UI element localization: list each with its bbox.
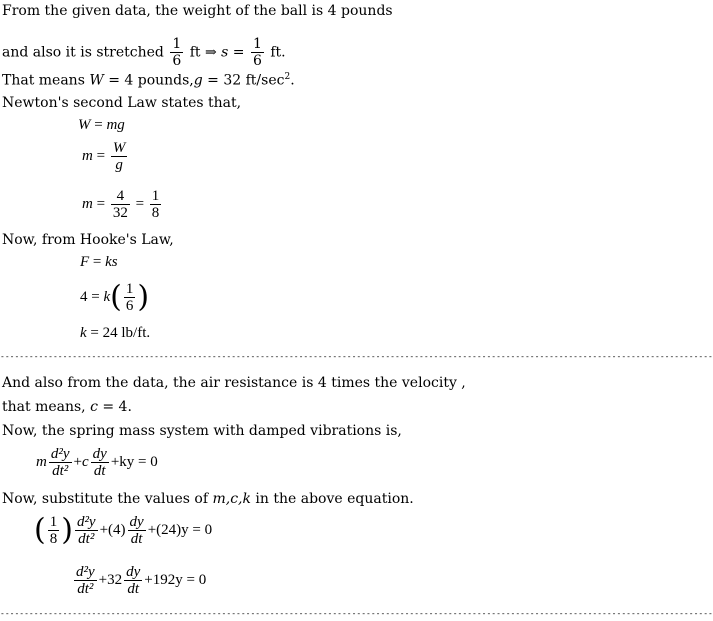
eq-substituted: ( $\frac{1}{8}$ ) $\frac{\text{d²y}}{\text{dt²}}$ +(4) $\frac{dy}{dt}$ +(24)y = 0: [34, 512, 213, 548]
text-substitute: [2, 490, 414, 508]
eq-F-ks: [80, 254, 118, 271]
eq-m-value: [82, 188, 163, 221]
text-that-means: [2, 68, 295, 90]
denominator: 8: [49, 531, 58, 547]
numerator: W: [112, 140, 126, 156]
denominator: dt²: [78, 531, 95, 547]
var-s: s: [221, 44, 229, 61]
var-m: m: [82, 147, 93, 164]
equals: =: [92, 254, 102, 270]
implies-symbol: ⇒: [204, 44, 217, 61]
text-weight: From the given data, the weight of the ball is 4 pounds: [2, 3, 393, 19]
numerator: d²y: [50, 446, 70, 462]
term-24y: +(24)y = 0: [147, 521, 213, 538]
fraction-d2y-dt2-b: [75, 514, 98, 547]
fraction-one-sixth-3: [124, 281, 136, 314]
fraction-d2y-dt2: [49, 446, 72, 479]
value-k: = 24 lb/ft.: [90, 325, 151, 341]
fraction-W-g: [111, 140, 128, 173]
eq-4-k-sixth: 4 = k( $\frac{1}{6}$ ): [80, 279, 150, 315]
denominator: 8: [151, 205, 160, 221]
var-mg: mg: [106, 117, 125, 133]
equals: =: [94, 117, 103, 133]
numerator: 4: [111, 188, 130, 205]
eq-final: [72, 564, 206, 597]
text-c-value: [2, 398, 132, 416]
var-c: c: [90, 399, 98, 415]
vars-mck: m,c,k: [212, 491, 251, 507]
label-end: in the above equation.: [255, 491, 414, 507]
eq-k-24: [80, 325, 150, 342]
term-192y: +192y = 0: [144, 571, 207, 588]
eq-damped: [36, 446, 158, 479]
unit-ft-period: ft.: [270, 44, 286, 61]
text-newton: Newton's second Law states that,: [2, 95, 242, 111]
unit-ft: ft: [189, 44, 201, 61]
fraction-1-8-b: [48, 514, 60, 547]
value: = 4.: [102, 399, 132, 415]
equals: =: [96, 195, 106, 212]
fraction-one-sixth-2: [251, 36, 264, 69]
numerator: dy: [129, 514, 144, 530]
fraction-one-sixth: [170, 36, 183, 69]
term-4: +(4): [99, 521, 126, 538]
numerator: dy: [126, 564, 141, 580]
fraction-1-8: [150, 188, 162, 221]
var-ks: ks: [105, 254, 118, 270]
value-W: = 4 pounds,: [108, 72, 194, 89]
term-32: +32: [98, 571, 123, 588]
label: Now, substitute the values of: [2, 491, 209, 507]
var-k: k: [103, 288, 111, 305]
text-air-resistance: And also from the data, the air resistance is 4 times the velocity ,: [2, 375, 466, 391]
plus: +: [73, 453, 82, 470]
denominator: dt: [127, 581, 140, 597]
term-ky: +ky = 0: [110, 453, 158, 470]
equals: =: [135, 195, 145, 212]
fraction-dy-dt-b: [128, 514, 146, 547]
denominator: dt²: [77, 581, 94, 597]
numerator: 1: [172, 36, 182, 52]
label: that means,: [2, 399, 86, 415]
var-c: c: [81, 453, 89, 470]
denominator: dt: [130, 531, 143, 547]
denominator: 32: [112, 205, 128, 221]
numerator: d²y: [76, 514, 96, 530]
period: .: [290, 72, 295, 89]
numerator: 1: [49, 514, 58, 530]
numerator: 1: [252, 36, 262, 52]
text-stretched: [2, 36, 286, 69]
fraction-4-32: [111, 188, 130, 221]
label: That means: [2, 72, 85, 89]
var-F: F: [80, 254, 90, 270]
divider-bottom: ----------------------------------------------------------------------------------------------------------------------------------------------------: [0, 609, 713, 618]
exponent: 2: [284, 72, 291, 82]
value-g: = 32 ft/sec: [207, 72, 285, 89]
denominator: 6: [125, 298, 134, 314]
eq-m-W-over-g: [82, 140, 129, 173]
var-k: k: [80, 325, 87, 341]
var-m: m: [82, 195, 93, 212]
eq-W-mg: [78, 117, 125, 134]
denominator: 6: [252, 53, 262, 69]
equals: =: [96, 147, 106, 164]
var-g: g: [193, 72, 203, 89]
equals: =: [232, 44, 245, 61]
fraction-dy-dt-c: [124, 564, 142, 597]
numerator: dy: [92, 446, 107, 462]
equals: =: [91, 288, 100, 305]
divider-top: ----------------------------------------------------------------------------------------------------------------------------------------------------: [0, 352, 713, 361]
text-hooke: Now, from Hooke's Law,: [2, 232, 174, 248]
fraction-dy-dt: [91, 446, 109, 479]
numerator: d²y: [76, 564, 95, 580]
text-stretched-intro: and also it is stretched: [2, 44, 164, 61]
var-W: W: [78, 117, 91, 133]
denominator: g: [115, 157, 123, 173]
numerator: 1: [125, 281, 134, 297]
numerator: 1: [151, 188, 160, 204]
denominator: dt: [93, 463, 106, 479]
var-m: m: [36, 453, 47, 470]
four: 4: [80, 288, 88, 305]
denominator: dt²: [52, 463, 69, 479]
var-W: W: [89, 72, 104, 89]
fraction-d2y-dt2-c: [74, 564, 97, 597]
denominator: 6: [172, 53, 182, 69]
text-spring-mass: Now, the spring mass system with damped vibrations is,: [2, 423, 402, 439]
